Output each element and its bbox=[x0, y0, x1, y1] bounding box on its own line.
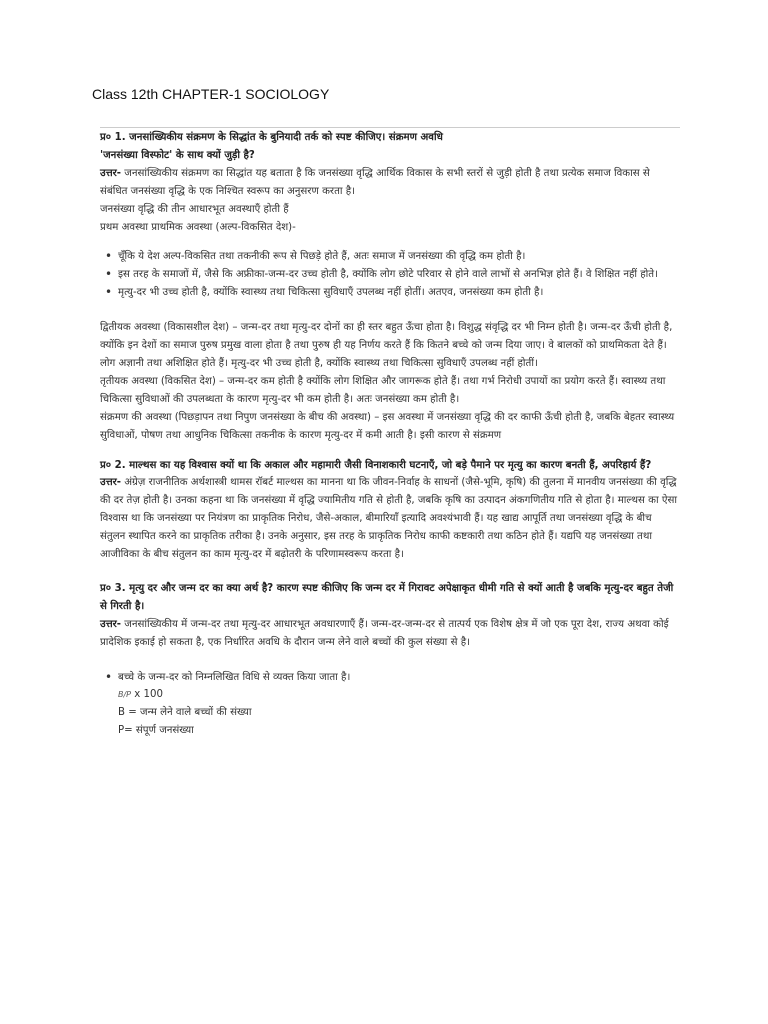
stage-2-paragraph: द्वितीयक अवस्था (विकासशील देश) – जन्म-दर तथा मृत्यु-दर दोनों का ही स्तर बहुत ऊँचा होता है। विशुद्ध संवृद्धि दर भी निम्न होती है। जन्म-दर ऊँची होती है, क्योंकि इन देशों का समाज पुरुष प्रमुख वाला होता है तथा पुरुष ही यह निर्णय करते हैं कि कितने बच्चे को जन्म दिया जाए। वे बालकों को प्राथमिकता देते हैं। लोग अज्ञानी तथा अशिक्षित होते हैं। मृत्यु-दर भी उच्च होती है, क्योंकि स्वास्थ्य तथा चिकित्सा सुविधाएँ उपलब्ध नहीं होतीं। bbox=[100, 322, 673, 369]
question-2: प्र० 2. माल्थस का यह विश्वास क्यों था कि अकाल और महामारी जैसी विनाशकारी घटनाएँ, जो बड़े पैमाने पर मृत्यु का कारण बनती हैं, अपरिहार्य हैं? bbox=[100, 459, 652, 471]
stage-3-paragraph: तृतीयक अवस्था (विकसित देश) – जन्म-दर कम होती है क्योंकि लोग शिक्षित और जागरूक होते हैं। तथा गर्भ निरोधी उपायों का प्रयोग करते हैं। स्वास्थ्य तथा चिकित्सा सुविधाओं की उपलब्धता के कारण मृत्यु-दर भी कम होती है। अतः जनसंख्या कम होती है। bbox=[100, 375, 666, 405]
question-3: प्र० 3. मृत्यु दर और जन्म दर का क्या अर्थ है? कारण स्पष्ट कीजिए कि जन्म दर में गिरावट अपेक्षाकृत धीमी गति से क्यों आती है जबकि मृत्यु-दर बहुत तेजी से गिरती है। bbox=[100, 582, 674, 612]
answer-label: उत्तर- bbox=[100, 167, 122, 179]
definition-p: P= संपूर्ण जनसंख्या bbox=[118, 725, 194, 737]
document-body bbox=[100, 127, 680, 740]
list-item: • बच्चे के जन्म-दर को निम्नलिखित विधि से व्यक्त किया जाता है। bbox=[118, 669, 680, 687]
answer-3-text: जनसांख्यिकीय में जन्म-दर तथा मृत्यु-दर आधारभूत अवधारणाएँ हैं। जन्म-दर-जन्म-दर से तात्पर्य एक विशेष क्षेत्र में जो एक पूरा देश, राज्य अथवा कोई प्रादेशिक इकाई हो सकता है, एक निर्धारित अवधि के दौरान जन्म लेने वाले बच्चों की कुल संख्या से है। bbox=[100, 618, 669, 648]
formula-fraction: B/P bbox=[118, 690, 132, 700]
answer-2-text: अंग्रेज़ राजनीतिक अर्थशास्त्री थामस रॉबर्ट माल्थस का मानना था कि जीवन-निर्वाह के साधनों (जैसे-भूमि, कृषि) की तुलना में मानवीय जनसंख्या की वृद्धि की दर तेज़ होती है। उनका कहना था कि जनसंख्या में वृद्धि ज्यामितीय गति से होती है, जबकि कृषि का उत्पादन अंकगणितीय गति से होता है। माल्थस का ऐसा विश्वास था कि जनसंख्या पर नियंत्रण का प्राकृतिक निरोध, जैसे-अकाल, बीमारियाँ इत्यादि अवश्यंभावी हैं। यह खाद्य आपूर्ति तथा जनसंख्या वृद्धि के बीच संतुलन स्थापित करने का प्राकृतिक तरीका है। उनके अनुसार, इस तरह के प्राकृतिक निरोध काफी कष्टकारी तथा कठिन होते हैं। यद्यपि यह जनसंख्या तथा आजीविका के बीच संतुलन का काम मृत्यु-दर में बढ़ोतरी के परिणामस्वरूप करता है। bbox=[100, 477, 678, 561]
answer-2 bbox=[100, 474, 680, 564]
answer-1 bbox=[100, 165, 680, 201]
list-item: • इस तरह के समाजों में, जैसे कि अफ्रीका-जन्म-दर उच्च होती है, क्योंकि लोग छोटे परिवार से होने वाले लाभों से अनभिज्ञ होते हैं। वे शिक्षित नहीं होते। bbox=[118, 266, 680, 284]
stage-1-list bbox=[100, 248, 680, 302]
answer-label: उत्तर- bbox=[100, 618, 122, 630]
answer-label: उत्तर- bbox=[100, 477, 122, 489]
transition-paragraph: संक्रमण की अवस्था (पिछड़ापन तथा निपुण जनसंख्या के बीच की अवस्था) – इस अवस्था में जनसंख्या वृद्धि की दर काफी ऊँची होती है, जबकि बेहतर स्वास्थ्य सुविधाओं, पोषण तथा आधुनिक चिकित्सा तकनीक के कारण मृत्यु-दर में कमी आती है। इसी कारण से संक्रमण bbox=[100, 411, 675, 441]
list-item: • चूँकि ये देश अल्प-विकसित तथा तकनीकी रूप से पिछड़े होते हैं, अतः समाज में जनसंख्या की वृद्धि कम होती है। bbox=[118, 248, 680, 266]
question-1-line-2: 'जनसंख्या विस्फोट' के साथ क्यों जुड़ी है? bbox=[100, 149, 255, 161]
answer-3 bbox=[100, 616, 680, 652]
answer-1-text: जनसांख्यिकीय संक्रमण का सिद्धांत यह बताता है कि जनसंख्या वृद्धि आर्थिक विकास के सभी स्तरों से जुड़ी होती है तथा प्रत्येक समाज विकास से संबंधित जनसंख्या वृद्धि के एक निश्चित स्वरूप का अनुसरण करता है। bbox=[100, 167, 650, 197]
formula-suffix: x 100 bbox=[131, 689, 163, 701]
list-item: • मृत्यु-दर भी उच्च होती है, क्योंकि स्वास्थ्य तथा चिकित्सा सुविधाएँ उपलब्ध नहीं होतीं। अतएव, जनसंख्या कम होती है। bbox=[118, 284, 680, 302]
stage-1-heading: प्रथम अवस्था प्राथमिक अवस्था (अल्प-विकसित देश)- bbox=[100, 221, 296, 233]
birth-rate-list bbox=[100, 669, 680, 687]
stages-intro: जनसंख्या वृद्धि की तीन आधारभूत अवस्थाएँ होती हैं bbox=[100, 203, 289, 215]
birth-rate-formula bbox=[100, 686, 680, 704]
document-title: Class 12th CHAPTER-1 SOCIOLOGY bbox=[92, 86, 330, 102]
divider bbox=[100, 127, 680, 128]
definition-b: B = जन्म लेने वाले बच्चों की संख्या bbox=[118, 707, 252, 719]
question-1-line-1: प्र० 1. जनसांख्यिकीय संक्रमण के सिद्धांत के बुनियादी तर्क को स्पष्ट कीजिए। संक्रमण अवधि bbox=[100, 132, 443, 143]
